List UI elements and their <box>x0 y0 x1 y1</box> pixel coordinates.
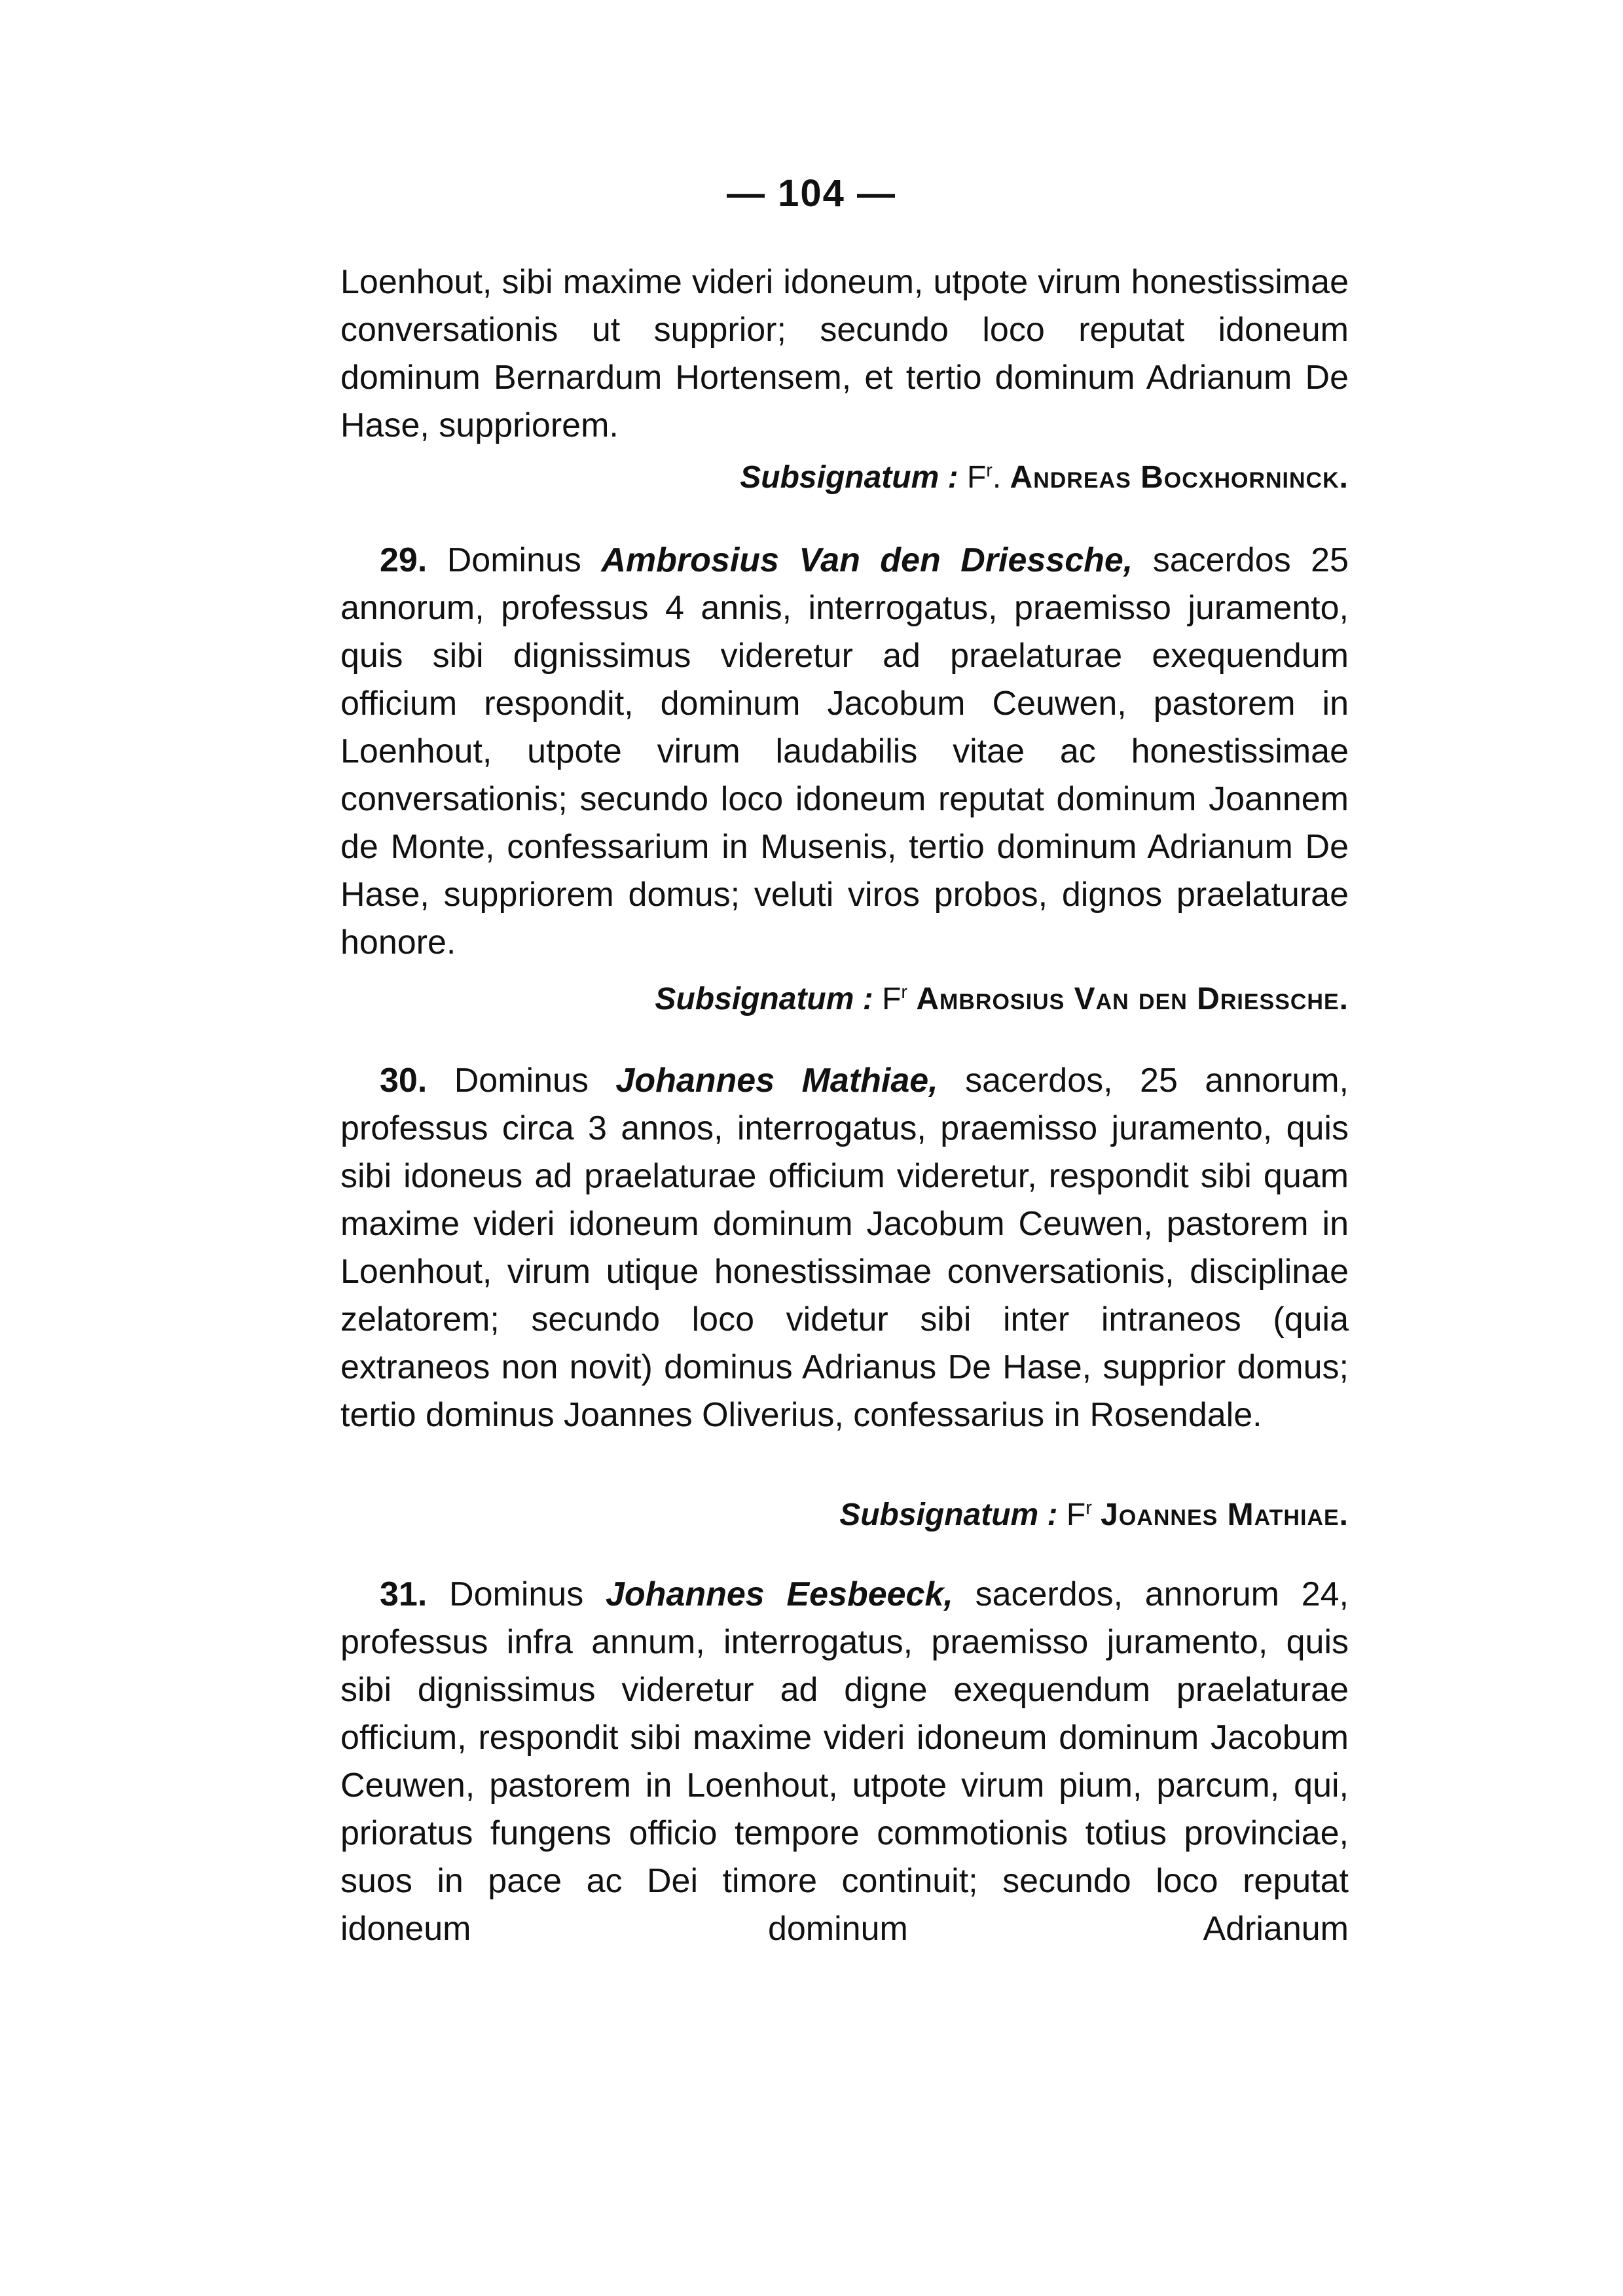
signature-prefix: F <box>1066 1498 1086 1532</box>
entry-person-name: Johannes Mathiae, <box>615 1062 938 1100</box>
entry-person-name: Ambrosius Van den Driessche, <box>601 541 1133 579</box>
signature-line-3 <box>839 1496 1349 1535</box>
signature-label: Subsignatum : <box>740 460 958 495</box>
paragraph-text: Loenhout, sibi maxime videri idoneum, utpote virum honestissimae conversationis ut supprior; secundo loco reputat idoneum dominum Bernardum Hortensem, et tertio dominum Adrianum De Hase, suppriorem. <box>340 263 1349 444</box>
entry-text: sacerdos, annorum 24, professus infra annum, interrogatus, praemisso juramento, quis sibi dignissimus videretur ad digne exequendum praelaturae officium, respondit sibi maxime videri idoneum dominum Jacobum Ceuwen, pastorem in Loenhout, utpote virum pium, parcum, qui, prioratus fungens officio tempore commotionis totius provinciae, suos in pace ac Dei timore continuit; secundo loco reputat idoneum dominum Adrianum <box>340 1575 1349 1948</box>
entry-text: sacerdos 25 annorum, professus 4 annis, interrogatus, praemisso juramento, quis sibi dignissimus videretur ad praelaturae exequendum officium respondit, dominum Jacobum Ceuwen, pastorem in Loenhout, utpote virum laudabilis vitae ac honestissimae conversationis; secundo loco idoneum reputat dominum Joannem de Monte, confessarium in Musenis, tertio dominum Adrianum De Hase, suppriorem domus; veluti viros probos, dignos praelaturae honore. <box>340 541 1349 961</box>
signature-line-1 <box>740 458 1349 497</box>
entry-text: sacerdos, 25 annorum, professus circa 3 annos, interrogatus, praemisso juramento, quis sibi idoneus ad praelaturae officium videretur, respondit sibi quam maxime videri idoneum dominum Jacobum Ceuwen, pastorem in Loenhout, virum utique honestissimae conversationis, disciplinae zelatorem; secundo loco videtur sibi inter intraneos (quia extraneos non novit) dominus Adrianus De Hase, supprior domus; tertio dominus Joannes Oliverius, confessarius in Rosendale. <box>340 1062 1349 1434</box>
signature-prefix-sup: r <box>1085 1498 1092 1518</box>
entry-29 <box>340 537 1349 967</box>
page-number: — 104 — <box>727 172 896 215</box>
entry-person-name: Johannes Eesbeeck, <box>605 1575 953 1613</box>
signature-prefix: F <box>882 982 902 1016</box>
signature-prefix-sup: r <box>986 460 993 481</box>
entry-30 <box>340 1057 1349 1439</box>
entry-lead: Dominus <box>427 541 602 579</box>
paragraph-continuation <box>340 259 1349 450</box>
entry-number: 31. <box>380 1575 428 1613</box>
signature-sep <box>1092 1498 1101 1532</box>
signature-line-2 <box>655 980 1349 1019</box>
entry-number: 29. <box>380 541 428 579</box>
signature-prefix-sup: r <box>901 982 908 1003</box>
signature-sep <box>907 982 916 1016</box>
signature-sep: . <box>992 460 1010 495</box>
signature-label: Subsignatum : <box>655 982 873 1016</box>
signature-name: Joannes Mathiae. <box>1101 1498 1349 1532</box>
entry-31 <box>340 1571 1349 1953</box>
entry-lead: Dominus <box>427 1062 616 1100</box>
signature-name: Andreas Bocxhorninck. <box>1010 460 1349 495</box>
signature-name: Ambrosius Van den Driessche. <box>916 982 1349 1016</box>
signature-label: Subsignatum : <box>839 1498 1058 1532</box>
entry-number: 30. <box>380 1062 428 1100</box>
signature-prefix: F <box>966 460 987 495</box>
entry-lead: Dominus <box>427 1575 606 1613</box>
